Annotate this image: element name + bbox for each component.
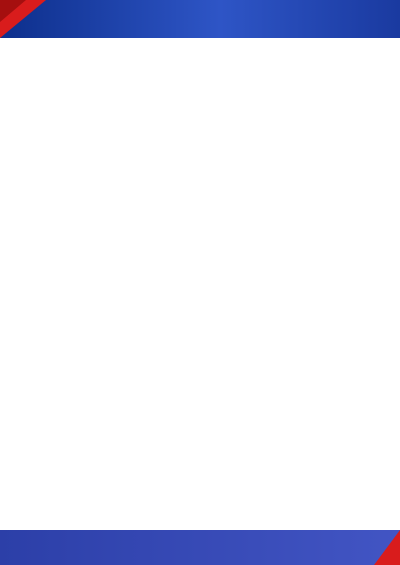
footer-banner [0, 530, 400, 565]
report-header-banner [0, 0, 400, 38]
header-red-accent-dark [0, 0, 26, 22]
footer-red-accent [374, 530, 400, 565]
